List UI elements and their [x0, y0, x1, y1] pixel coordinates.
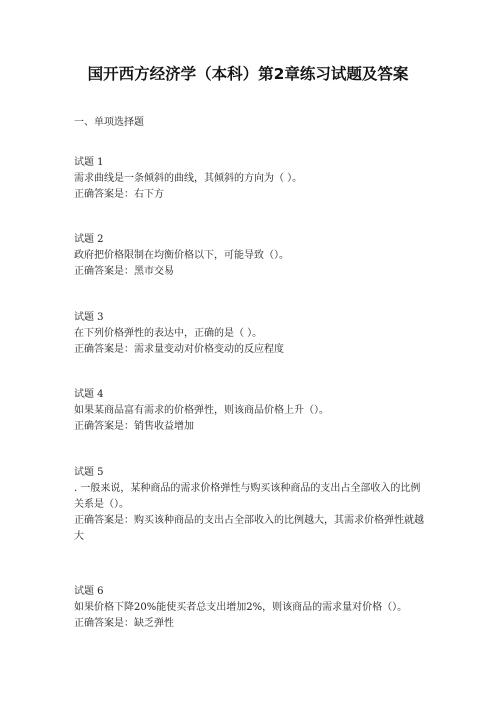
answer-value: 销售收益增加	[134, 421, 194, 432]
question-5	[74, 465, 426, 545]
question-answer	[74, 342, 434, 358]
answer-value: 购买该种商品的支出占全部收入的比例越大，其需求价格弹性就越大	[74, 515, 424, 542]
question-label: 试题 1	[74, 157, 104, 168]
answer-prefix: 正确答案是：	[74, 344, 134, 355]
question-answer	[74, 513, 426, 545]
question-1	[74, 155, 434, 203]
question-3	[74, 310, 434, 358]
answer-prefix: 正确答案是：	[74, 618, 134, 629]
question-text: 在下列价格弹性的表达中，正确的是（ ）。	[74, 328, 263, 339]
answer-value: 黑市交易	[134, 266, 174, 277]
question-answer	[74, 419, 434, 435]
answer-prefix: 正确答案是：	[74, 266, 134, 277]
section-heading: 一、单项选择题	[74, 117, 144, 128]
answer-value: 右下方	[134, 189, 164, 200]
question-label: 试题 4	[74, 389, 104, 400]
question-label: 试题 5	[74, 467, 104, 478]
document-title: 国开西方经济学（本科）第2章练习试题及答案	[87, 65, 409, 83]
answer-value: 需求量变动对价格变动的反应程度	[134, 344, 284, 355]
question-2	[74, 232, 434, 280]
answer-prefix: 正确答案是：	[74, 421, 134, 432]
question-text: . 一般来说，某种商品的需求价格弹性与购买该种商品的支出占全部收入的比例关系是（）。	[74, 483, 421, 510]
question-answer	[74, 264, 434, 280]
question-text: 需求曲线是一条倾斜的曲线，其倾斜的方向为（ ）。	[74, 173, 303, 184]
answer-value: 缺乏弹性	[134, 618, 174, 629]
question-text: 如果某商品富有需求的价格弹性，则该商品价格上升（）。	[74, 405, 329, 416]
question-6	[74, 584, 434, 632]
question-label: 试题 6	[74, 586, 104, 597]
question-text: 如果价格下降20%能使买者总支出增加2%，则该商品的需求量对价格（）。	[74, 602, 408, 613]
answer-prefix: 正确答案是：	[74, 515, 134, 526]
question-label: 试题 2	[74, 234, 104, 245]
question-label: 试题 3	[74, 312, 104, 323]
question-answer	[74, 616, 434, 632]
question-4	[74, 387, 434, 435]
question-answer	[74, 187, 434, 203]
answer-prefix: 正确答案是：	[74, 189, 134, 200]
question-text: 政府把价格限制在均衡价格以下，可能导致（）。	[74, 250, 289, 261]
